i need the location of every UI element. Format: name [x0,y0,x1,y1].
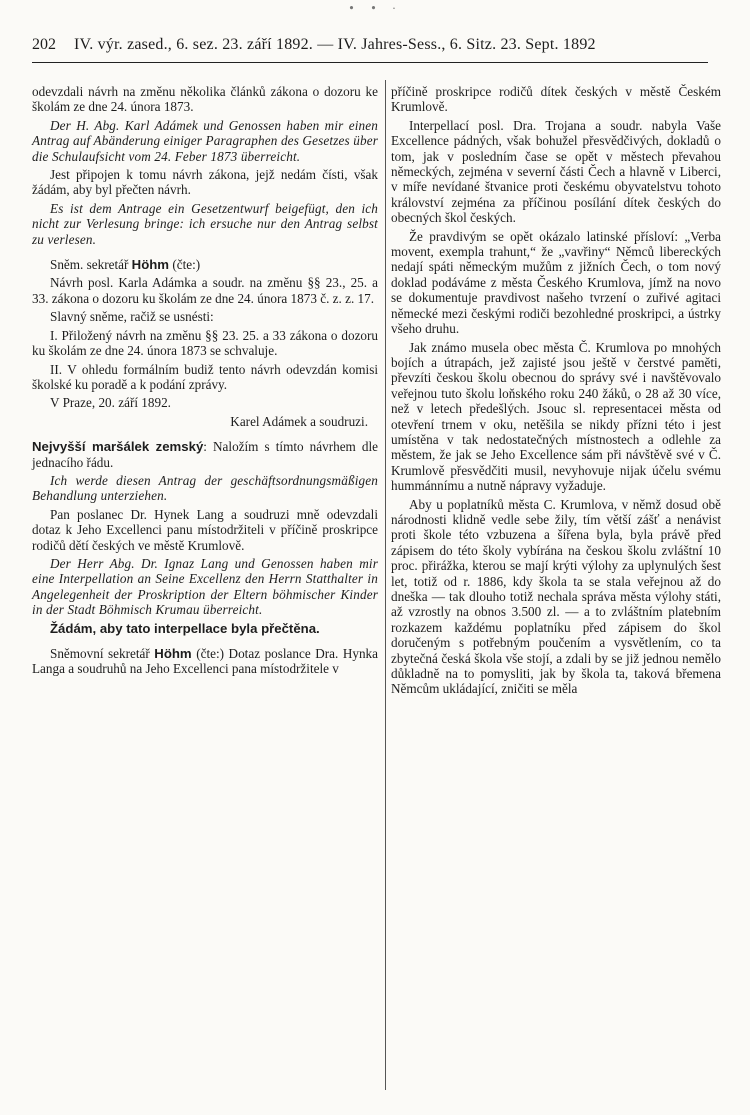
page-number: 202 [32,36,56,53]
left-column [32,84,378,680]
speaker-name: Höhm [154,646,192,661]
paragraph-german: Es ist dem Antrage ein Gesetzentwurf beigefügt, den ich nicht zur Verlesung bringe: ich ersuche nur den Antrag selbst zu verlesen. [32,200,378,247]
right-column [391,84,721,700]
print-marks: • • · [348,2,402,15]
paragraph-german: Der Herr Abg. Dr. Ignaz Lang und Genossen haben mir eine Interpellation an Seine Excellenz den Herrn Statthalter in Angelegenheit der Proskription der Eltern böhmischer Kinder in der Stadt Böhmisch Krumau überreicht. [32,555,378,618]
page-header [32,36,708,54]
speaker-name: Nejvyšší maršálek zemský [32,439,204,455]
speaker-prefix: Sněm. sekretář [50,257,132,273]
paragraph-german: Ich werde diesen Antrag der geschäftsordnungsmäßigen Behandlung unterziehen. [32,472,378,504]
speaker-suffix: : Naložím s tímto návrhem dle jednacího řádu. [32,439,379,470]
paragraph-bold: Žádám, aby tato interpellace byla přečtěna. [50,620,320,636]
header-rule [32,62,708,63]
page-header-title: IV. výr. zased., 6. sez. 23. září 1892. — IV. Jahres-Sess., 6. Sitz. 23. Sept. 1892 [74,36,596,53]
speaker-prefix: Sněmovní sekretář [50,646,155,661]
paragraph: Aby u poplatníků města C. Krumlova, v němž dosud obě národnosti klidně vedle sebe žily, tím větší zášť a nenávist proti škole této vzbuzena a šířena byla, byla právě před zápisem do této školy vybírána na českou školu zvláštní 10 proc. přirážka, kterou se mají krýti výlohy za uplynulých šest let, totiž od r. 1886, kdy škola ta se stala veřejnou až do dneška — tak dlouho totiž nechala správa města výlohy státi, až vzrostly na obnos 3.500 zl. — a to zvláštním platebním rozkazem každému poplatníku před zápisem do škol doručeným s potřebným poučením a vysvětlením, co ta zbytečná česká škola vše stojí, a zdali by se již jednou nemělo důkladně na to pomysliti, jak by škola ta, taková břemena Němcům ukládající, zničiti se měla [391,496,721,697]
paragraph: Jak známo musela obec města Č. Krumlova po mnohých bojích a útrapách, jež zajisté jsou ještě v čerstvé paměti, převzíti českou školu obecnou do správy své i navštěvovalo veřejnou tuto školu loňského roku 240 žáků, o 28 až 30 více, než v letech předešlých. Jsouc sl. representacei města od otevření trnem v oku, netěšila se nikdy přízni této i jest umístěna v tak nedostatečných místnostech a odlehle za městem, že jak se Jeho Excellence sám při návštěvě své v Č. Krumlově přesvědčiti musil, nevyhovuje nijak účelu svému hummánnímu a nutně nápravy vyžaduje. [391,339,721,494]
paragraph: příčině proskripce rodičů dítek českých v městě Českém Krumlově. [391,84,721,115]
date-line: V Praze, 20. září 1892. [50,395,171,411]
speaker-suffix: (čte:) Dotaz poslance Dra. Hynka Langa a soudruhů na Jeho Excellenci pana místodržitele v [32,646,379,677]
speaker-line [32,439,378,470]
paragraph: Slavný sněme, račiž se usnésti: [50,309,214,325]
paragraph: I. Přiložený návrh na změnu §§ 23. 25. a 33 zákona o dozoru ku školám ze dne 24. února 1873 se schvaluje. [32,327,378,359]
paragraph: Že pravdivým se opět okázalo latinské přísloví: „Verba movent, exempla trahunt,“ že „vavřiny“ Němců libereckých nedají spáti německým mužům z jižních Čech, o tom nový doklad podáváme z města Českého Krumlova, jímž na novo se dokumentuje pravdivost našeho tvrzení o zuřivé agitaci německé mezi českými rodiči bezohledné proskripci, a ústrky všeho druhu. [391,228,721,337]
paragraph: Jest připojen k tomu návrh zákona, jejž nedám čísti, však žádám, aby byl přečten návrh. [32,167,378,198]
paragraph: Pan poslanec Dr. Hynek Lang a soudruzi mně odevzdali dotaz k Jeho Excellenci panu místodržiteli v příčině proskripce rodičů dětí českých ve městě Krumlově. [32,506,378,553]
signature-line: Karel Adámek a soudruzi. [230,413,368,429]
paragraph: Návrh posl. Karla Adámka a soudr. na změnu §§ 23., 25. a 33. zákona o dozoru ku školám ze dne 24. února 1873 č. z. z. 17. [32,275,378,306]
column-divider [385,80,386,1090]
speaker-name: Höhm [131,257,170,273]
speaker-line [32,646,378,677]
speaker-line [32,257,378,272]
paragraph: odevzdali návrh na změnu několika článků zákona o dozoru ke školám ze dne 24. února 1873. [32,84,378,115]
paragraph: II. V ohledu formálním budiž tento návrh odevzdán komisi školské ku poradě a k podání zprávy. [32,361,378,392]
speaker-suffix: (čte:) [169,257,201,273]
paragraph-german: Der H. Abg. Karl Adámek und Genossen haben mir einen Antrag auf Abänderung einiger Paragraphen des Gesetzes über die Schulaufsicht vom 24. Feber 1873 überreicht. [32,117,378,164]
paragraph: Interpellací posl. Dra. Trojana a soudr. nabyla Vaše Excellence pádných, však bohužel přesvědčivých, dokladů o tom, jak v posledním čase se opět v městech převahou německých, zejména v severní části Čech a hlavně v Liberci, v míře nevídané štvanice proti českému obyvatelstvu tohoto království zejména za příčinou posílání dítek českých do obecných škol českých. [391,117,721,226]
